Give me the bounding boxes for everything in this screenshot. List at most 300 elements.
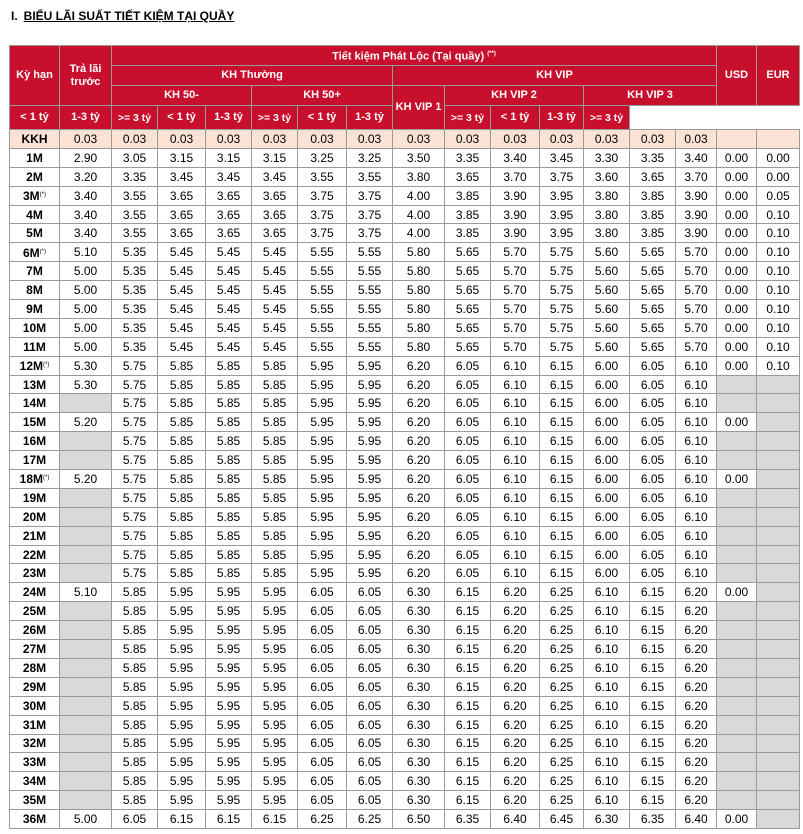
usd-rate-cell: 0.00 <box>717 470 757 489</box>
rate-cell: 3.85 <box>445 224 491 243</box>
rate-cell: 5.75 <box>540 262 584 281</box>
rate-cell: 6.05 <box>630 394 676 413</box>
term-label: 31M <box>22 717 47 732</box>
term-label: 26M <box>22 623 47 638</box>
rate-cell: 6.20 <box>676 583 717 602</box>
rate-cell: 5.95 <box>206 772 252 791</box>
rate-cell: 5.85 <box>206 507 252 526</box>
rate-cell: 3.75 <box>540 167 584 186</box>
usd-rate-cell <box>717 451 757 470</box>
header-product-label: Tiết kiệm Phát Lộc (Tại quầy) <box>332 50 485 63</box>
rate-cell: 5.85 <box>206 375 252 394</box>
rate-cell: 6.15 <box>158 810 206 829</box>
rate-cell: 6.05 <box>347 734 393 753</box>
eur-rate-cell <box>757 753 800 772</box>
rate-cell: 5.70 <box>491 300 540 319</box>
rate-rows <box>10 130 800 829</box>
rate-cell: 5.45 <box>206 318 252 337</box>
rate-cell: 6.10 <box>584 715 630 734</box>
rate-cell: 6.20 <box>491 772 540 791</box>
table-row <box>10 224 800 243</box>
rate-cell: 6.00 <box>584 375 630 394</box>
rate-cell: 3.85 <box>445 186 491 205</box>
usd-rate-cell <box>717 526 757 545</box>
rate-cell: 5.95 <box>206 677 252 696</box>
rate-cell: 5.95 <box>252 602 298 621</box>
rate-cell: 5.45 <box>252 318 298 337</box>
rate-cell: 5.95 <box>158 696 206 715</box>
rate-cell: 6.45 <box>540 810 584 829</box>
rate-cell: 6.15 <box>630 753 676 772</box>
rate-cell: 5.55 <box>298 300 347 319</box>
term-label: 12M <box>19 359 43 374</box>
eur-rate-cell: 0.10 <box>757 356 800 375</box>
term-cell <box>10 753 60 772</box>
rate-cell: 5.85 <box>206 432 252 451</box>
prepaid-rate-cell <box>60 564 112 583</box>
rate-cell: 5.85 <box>112 715 158 734</box>
rate-cell: 5.85 <box>158 470 206 489</box>
rate-cell: 6.20 <box>491 602 540 621</box>
rate-cell: 6.15 <box>630 640 676 659</box>
rate-cell: 6.10 <box>584 696 630 715</box>
rate-cell: 5.85 <box>112 753 158 772</box>
rate-cell: 3.65 <box>445 167 491 186</box>
rate-cell: 6.20 <box>491 715 540 734</box>
rate-cell: 6.10 <box>491 526 540 545</box>
rate-cell: 6.25 <box>540 791 584 810</box>
rate-cell: 3.65 <box>252 224 298 243</box>
rate-cell: 6.05 <box>630 488 676 507</box>
usd-rate-cell <box>717 640 757 659</box>
prepaid-rate-cell: 0.03 <box>60 130 112 149</box>
term-cell <box>10 715 60 734</box>
header-vip1: KH VIP 1 <box>393 86 445 130</box>
rate-cell: 3.95 <box>540 224 584 243</box>
rate-cell: 0.03 <box>112 130 158 149</box>
usd-rate-cell: 0.00 <box>717 167 757 186</box>
rate-cell: 6.15 <box>630 696 676 715</box>
rate-cell: 5.95 <box>158 734 206 753</box>
prepaid-rate-cell: 5.20 <box>60 470 112 489</box>
rate-cell: 5.95 <box>298 394 347 413</box>
prepaid-rate-cell <box>60 715 112 734</box>
eur-rate-cell <box>757 526 800 545</box>
eur-rate-cell <box>757 791 800 810</box>
rate-cell: 3.75 <box>347 205 393 224</box>
rate-cell: 5.75 <box>540 243 584 262</box>
rate-cell: 6.00 <box>584 356 630 375</box>
rate-cell: 3.55 <box>347 167 393 186</box>
rate-cell: 5.55 <box>347 318 393 337</box>
rate-cell: 5.75 <box>112 356 158 375</box>
rate-cell: 5.95 <box>347 375 393 394</box>
rate-cell: 6.25 <box>540 677 584 696</box>
rate-cell: 5.80 <box>393 243 445 262</box>
rate-cell: 5.85 <box>252 507 298 526</box>
rate-cell: 6.10 <box>676 470 717 489</box>
table-row <box>10 810 800 829</box>
rate-cell: 5.65 <box>630 318 676 337</box>
rate-cell: 3.75 <box>347 224 393 243</box>
rate-cell: 6.40 <box>676 810 717 829</box>
rate-cell: 5.55 <box>347 337 393 356</box>
rate-cell: 6.05 <box>445 545 491 564</box>
header-kh-thuong: KH Thường <box>112 66 393 86</box>
rate-cell: 5.95 <box>158 602 206 621</box>
prepaid-rate-cell: 3.40 <box>60 186 112 205</box>
table-row <box>10 696 800 715</box>
rate-cell: 0.03 <box>298 130 347 149</box>
header-kh50plus-lt1: < 1 tỷ <box>158 106 206 130</box>
rate-cell: 5.65 <box>630 300 676 319</box>
rate-cell: 5.85 <box>252 470 298 489</box>
rate-cell: 6.05 <box>298 602 347 621</box>
prepaid-rate-cell: 5.00 <box>60 318 112 337</box>
rate-cell: 6.10 <box>584 621 630 640</box>
rate-cell: 3.25 <box>298 148 347 167</box>
eur-rate-cell: 0.10 <box>757 318 800 337</box>
usd-rate-cell <box>717 375 757 394</box>
rate-cell: 3.55 <box>298 167 347 186</box>
rate-cell: 5.55 <box>298 262 347 281</box>
rate-cell: 6.30 <box>393 772 445 791</box>
term-label: 25M <box>22 604 47 619</box>
eur-rate-cell <box>757 470 800 489</box>
rate-cell: 6.30 <box>393 753 445 772</box>
prepaid-rate-cell: 3.20 <box>60 167 112 186</box>
rate-cell: 5.85 <box>206 394 252 413</box>
rate-cell: 5.95 <box>252 677 298 696</box>
rate-cell: 5.65 <box>630 281 676 300</box>
rate-cell: 6.15 <box>445 602 491 621</box>
rate-cell: 6.05 <box>112 810 158 829</box>
rate-cell: 5.65 <box>445 243 491 262</box>
rate-cell: 6.30 <box>584 810 630 829</box>
rate-cell: 6.05 <box>445 432 491 451</box>
prepaid-rate-cell <box>60 394 112 413</box>
term-cell <box>10 602 60 621</box>
prepaid-rate-cell <box>60 658 112 677</box>
rate-cell: 6.20 <box>393 451 445 470</box>
rate-cell: 6.10 <box>584 640 630 659</box>
rate-cell: 3.80 <box>584 186 630 205</box>
rate-cell: 5.75 <box>112 526 158 545</box>
usd-rate-cell: 0.00 <box>717 810 757 829</box>
term-cell <box>10 696 60 715</box>
rate-cell: 6.15 <box>540 545 584 564</box>
rate-cell: 6.20 <box>393 488 445 507</box>
rate-cell: 5.70 <box>491 318 540 337</box>
rate-cell: 5.35 <box>112 318 158 337</box>
rate-cell: 6.20 <box>393 356 445 375</box>
rate-cell: 6.05 <box>445 526 491 545</box>
term-label: 28M <box>22 660 47 675</box>
table-row <box>10 677 800 696</box>
rate-cell: 3.25 <box>347 148 393 167</box>
rate-cell: 5.65 <box>630 262 676 281</box>
term-label: 20M <box>22 509 47 524</box>
rate-cell: 5.95 <box>347 356 393 375</box>
rate-cell: 6.20 <box>393 507 445 526</box>
rate-cell: 3.90 <box>491 186 540 205</box>
rate-cell: 6.20 <box>676 715 717 734</box>
rate-cell: 6.20 <box>491 640 540 659</box>
usd-rate-cell <box>717 564 757 583</box>
rate-cell: 6.15 <box>540 507 584 526</box>
rate-cell: 5.85 <box>252 356 298 375</box>
rate-cell: 5.70 <box>676 262 717 281</box>
eur-rate-cell <box>757 564 800 583</box>
rate-cell: 5.35 <box>112 337 158 356</box>
prepaid-rate-cell <box>60 791 112 810</box>
term-label: 36M <box>22 812 47 826</box>
rate-cell: 5.95 <box>206 658 252 677</box>
term-cell <box>10 734 60 753</box>
usd-rate-cell <box>717 602 757 621</box>
rate-cell: 6.25 <box>347 810 393 829</box>
eur-rate-cell <box>757 451 800 470</box>
rate-cell: 3.85 <box>630 205 676 224</box>
prepaid-rate-cell <box>60 640 112 659</box>
rate-cell: 6.05 <box>347 772 393 791</box>
rate-cell: 5.85 <box>252 451 298 470</box>
rate-cell: 6.20 <box>676 621 717 640</box>
term-cell <box>10 300 60 319</box>
rate-cell: 5.55 <box>347 300 393 319</box>
rate-cell: 6.20 <box>491 734 540 753</box>
rate-cell: 6.10 <box>676 394 717 413</box>
rate-cell: 3.35 <box>445 148 491 167</box>
term-cell <box>10 262 60 281</box>
term-note: (*) <box>39 192 46 199</box>
rate-cell: 6.15 <box>630 602 676 621</box>
rate-cell: 5.45 <box>158 318 206 337</box>
rate-cell: 6.05 <box>298 658 347 677</box>
prepaid-rate-cell: 5.20 <box>60 413 112 432</box>
rate-cell: 4.00 <box>393 205 445 224</box>
rate-cell: 6.20 <box>393 545 445 564</box>
rate-cell: 0.03 <box>393 130 445 149</box>
eur-rate-cell <box>757 488 800 507</box>
rate-cell: 6.10 <box>584 583 630 602</box>
rate-cell: 5.85 <box>158 356 206 375</box>
rate-cell: 5.85 <box>112 640 158 659</box>
rate-cell: 6.10 <box>676 564 717 583</box>
term-note: (*) <box>43 475 50 482</box>
term-cell <box>10 356 60 375</box>
eur-rate-cell <box>757 621 800 640</box>
rate-cell: 3.75 <box>298 205 347 224</box>
usd-rate-cell: 0.00 <box>717 243 757 262</box>
term-cell <box>10 318 60 337</box>
rate-cell: 6.30 <box>393 602 445 621</box>
rate-cell: 6.20 <box>393 413 445 432</box>
table-row <box>10 564 800 583</box>
rate-cell: 6.05 <box>298 640 347 659</box>
rate-cell: 5.55 <box>298 243 347 262</box>
rate-cell: 5.95 <box>158 677 206 696</box>
term-label: 14M <box>22 396 47 411</box>
usd-rate-cell <box>717 658 757 677</box>
rate-cell: 6.20 <box>676 658 717 677</box>
rate-cell: 0.03 <box>491 130 540 149</box>
rate-cell: 3.65 <box>206 224 252 243</box>
table-row <box>10 621 800 640</box>
eur-rate-cell: 0.00 <box>757 167 800 186</box>
rate-cell: 6.30 <box>393 640 445 659</box>
rate-cell: 5.95 <box>298 564 347 583</box>
rate-cell: 0.03 <box>630 130 676 149</box>
rate-cell: 6.15 <box>540 356 584 375</box>
rate-cell: 0.03 <box>158 130 206 149</box>
rate-cell: 6.05 <box>298 772 347 791</box>
rate-cell: 5.85 <box>252 432 298 451</box>
rate-cell: 5.75 <box>112 451 158 470</box>
rate-cell: 5.75 <box>112 507 158 526</box>
rate-cell: 5.70 <box>676 281 717 300</box>
rate-cell: 5.70 <box>491 243 540 262</box>
term-cell <box>10 186 60 205</box>
rate-cell: 6.05 <box>347 791 393 810</box>
rate-cell: 6.15 <box>252 810 298 829</box>
rate-cell: 6.15 <box>540 488 584 507</box>
table-row <box>10 583 800 602</box>
rate-cell: 5.95 <box>347 432 393 451</box>
rate-cell: 3.65 <box>252 205 298 224</box>
rate-cell: 3.65 <box>252 186 298 205</box>
table-row <box>10 243 800 262</box>
eur-rate-cell <box>757 130 800 149</box>
rate-cell: 5.95 <box>347 413 393 432</box>
rate-cell: 5.95 <box>158 640 206 659</box>
term-label: 17M <box>22 453 47 468</box>
rate-cell: 6.20 <box>676 696 717 715</box>
rate-cell: 3.90 <box>676 205 717 224</box>
rate-cell: 5.45 <box>206 300 252 319</box>
rate-cell: 5.75 <box>112 413 158 432</box>
rate-cell: 6.30 <box>393 715 445 734</box>
rate-cell: 6.20 <box>491 583 540 602</box>
rate-cell: 3.70 <box>491 167 540 186</box>
rate-cell: 6.25 <box>540 621 584 640</box>
rate-cell: 3.65 <box>158 186 206 205</box>
table-row <box>10 318 800 337</box>
prepaid-rate-cell: 5.00 <box>60 281 112 300</box>
rate-cell: 6.05 <box>445 375 491 394</box>
section-title: BIỂU LÃI SUẤT TIẾT KIỆM TẠI QUẦY <box>23 9 235 23</box>
prepaid-rate-cell <box>60 507 112 526</box>
rate-cell: 6.30 <box>393 621 445 640</box>
term-label: 4M <box>26 207 43 222</box>
rate-cell: 5.95 <box>347 470 393 489</box>
rate-cell: 6.25 <box>298 810 347 829</box>
rate-cell: 6.10 <box>676 488 717 507</box>
rate-cell: 5.45 <box>206 243 252 262</box>
rate-cell: 6.40 <box>491 810 540 829</box>
header-vip2-ge3: >= 3 tỷ <box>445 106 491 130</box>
term-cell <box>10 810 60 829</box>
rate-cell: 6.10 <box>491 413 540 432</box>
usd-rate-cell <box>717 677 757 696</box>
term-cell <box>10 677 60 696</box>
rate-cell: 6.05 <box>347 677 393 696</box>
rate-cell: 5.85 <box>112 583 158 602</box>
rate-cell: 5.70 <box>491 337 540 356</box>
rate-cell: 5.45 <box>158 262 206 281</box>
rate-cell: 5.65 <box>445 300 491 319</box>
term-label: 34M <box>22 774 47 789</box>
eur-rate-cell: 0.10 <box>757 205 800 224</box>
rate-cell: 5.95 <box>158 658 206 677</box>
rate-cell: 6.20 <box>393 432 445 451</box>
rate-cell: 5.85 <box>252 564 298 583</box>
rate-cell: 5.85 <box>252 488 298 507</box>
table-row <box>10 772 800 791</box>
prepaid-rate-cell <box>60 677 112 696</box>
rate-cell: 5.85 <box>206 545 252 564</box>
rate-cell: 6.05 <box>630 526 676 545</box>
header-kh50-plus: KH 50+ <box>252 86 393 106</box>
usd-rate-cell: 0.00 <box>717 262 757 281</box>
rate-cell: 6.00 <box>584 432 630 451</box>
term-label: 19M <box>22 490 47 505</box>
rate-cell: 0.03 <box>445 130 491 149</box>
eur-rate-cell <box>757 394 800 413</box>
rate-cell: 6.05 <box>445 451 491 470</box>
table-row <box>10 186 800 205</box>
rate-cell: 5.95 <box>252 640 298 659</box>
prepaid-rate-cell: 5.10 <box>60 583 112 602</box>
rate-cell: 5.80 <box>393 262 445 281</box>
rate-cell: 5.75 <box>112 470 158 489</box>
rate-cell: 5.95 <box>252 696 298 715</box>
rate-cell: 6.00 <box>584 507 630 526</box>
table-row <box>10 167 800 186</box>
term-cell <box>10 205 60 224</box>
rate-cell: 6.50 <box>393 810 445 829</box>
rate-cell: 5.65 <box>445 262 491 281</box>
rate-cell: 5.35 <box>112 243 158 262</box>
term-cell <box>10 243 60 262</box>
rate-cell: 5.85 <box>206 356 252 375</box>
rate-cell: 5.95 <box>252 772 298 791</box>
rate-cell: 6.05 <box>298 753 347 772</box>
rate-cell: 6.10 <box>584 658 630 677</box>
table-row <box>10 640 800 659</box>
rate-cell: 6.10 <box>491 488 540 507</box>
rate-cell: 6.30 <box>393 734 445 753</box>
table-row <box>10 488 800 507</box>
rate-cell: 6.25 <box>540 640 584 659</box>
rate-cell: 6.05 <box>630 451 676 470</box>
term-cell <box>10 281 60 300</box>
rate-cell: 6.20 <box>491 791 540 810</box>
rate-cell: 5.95 <box>347 545 393 564</box>
rate-cell: 3.55 <box>112 205 158 224</box>
rate-cell: 3.85 <box>445 205 491 224</box>
rate-cell: 6.05 <box>630 375 676 394</box>
rate-cell: 6.00 <box>584 470 630 489</box>
rate-cell: 3.55 <box>112 186 158 205</box>
rate-cell: 3.75 <box>298 186 347 205</box>
rate-cell: 5.85 <box>158 375 206 394</box>
rate-cell: 5.95 <box>252 715 298 734</box>
rate-cell: 6.05 <box>347 715 393 734</box>
table-row <box>10 413 800 432</box>
rate-cell: 6.20 <box>393 470 445 489</box>
rate-cell: 3.45 <box>206 167 252 186</box>
